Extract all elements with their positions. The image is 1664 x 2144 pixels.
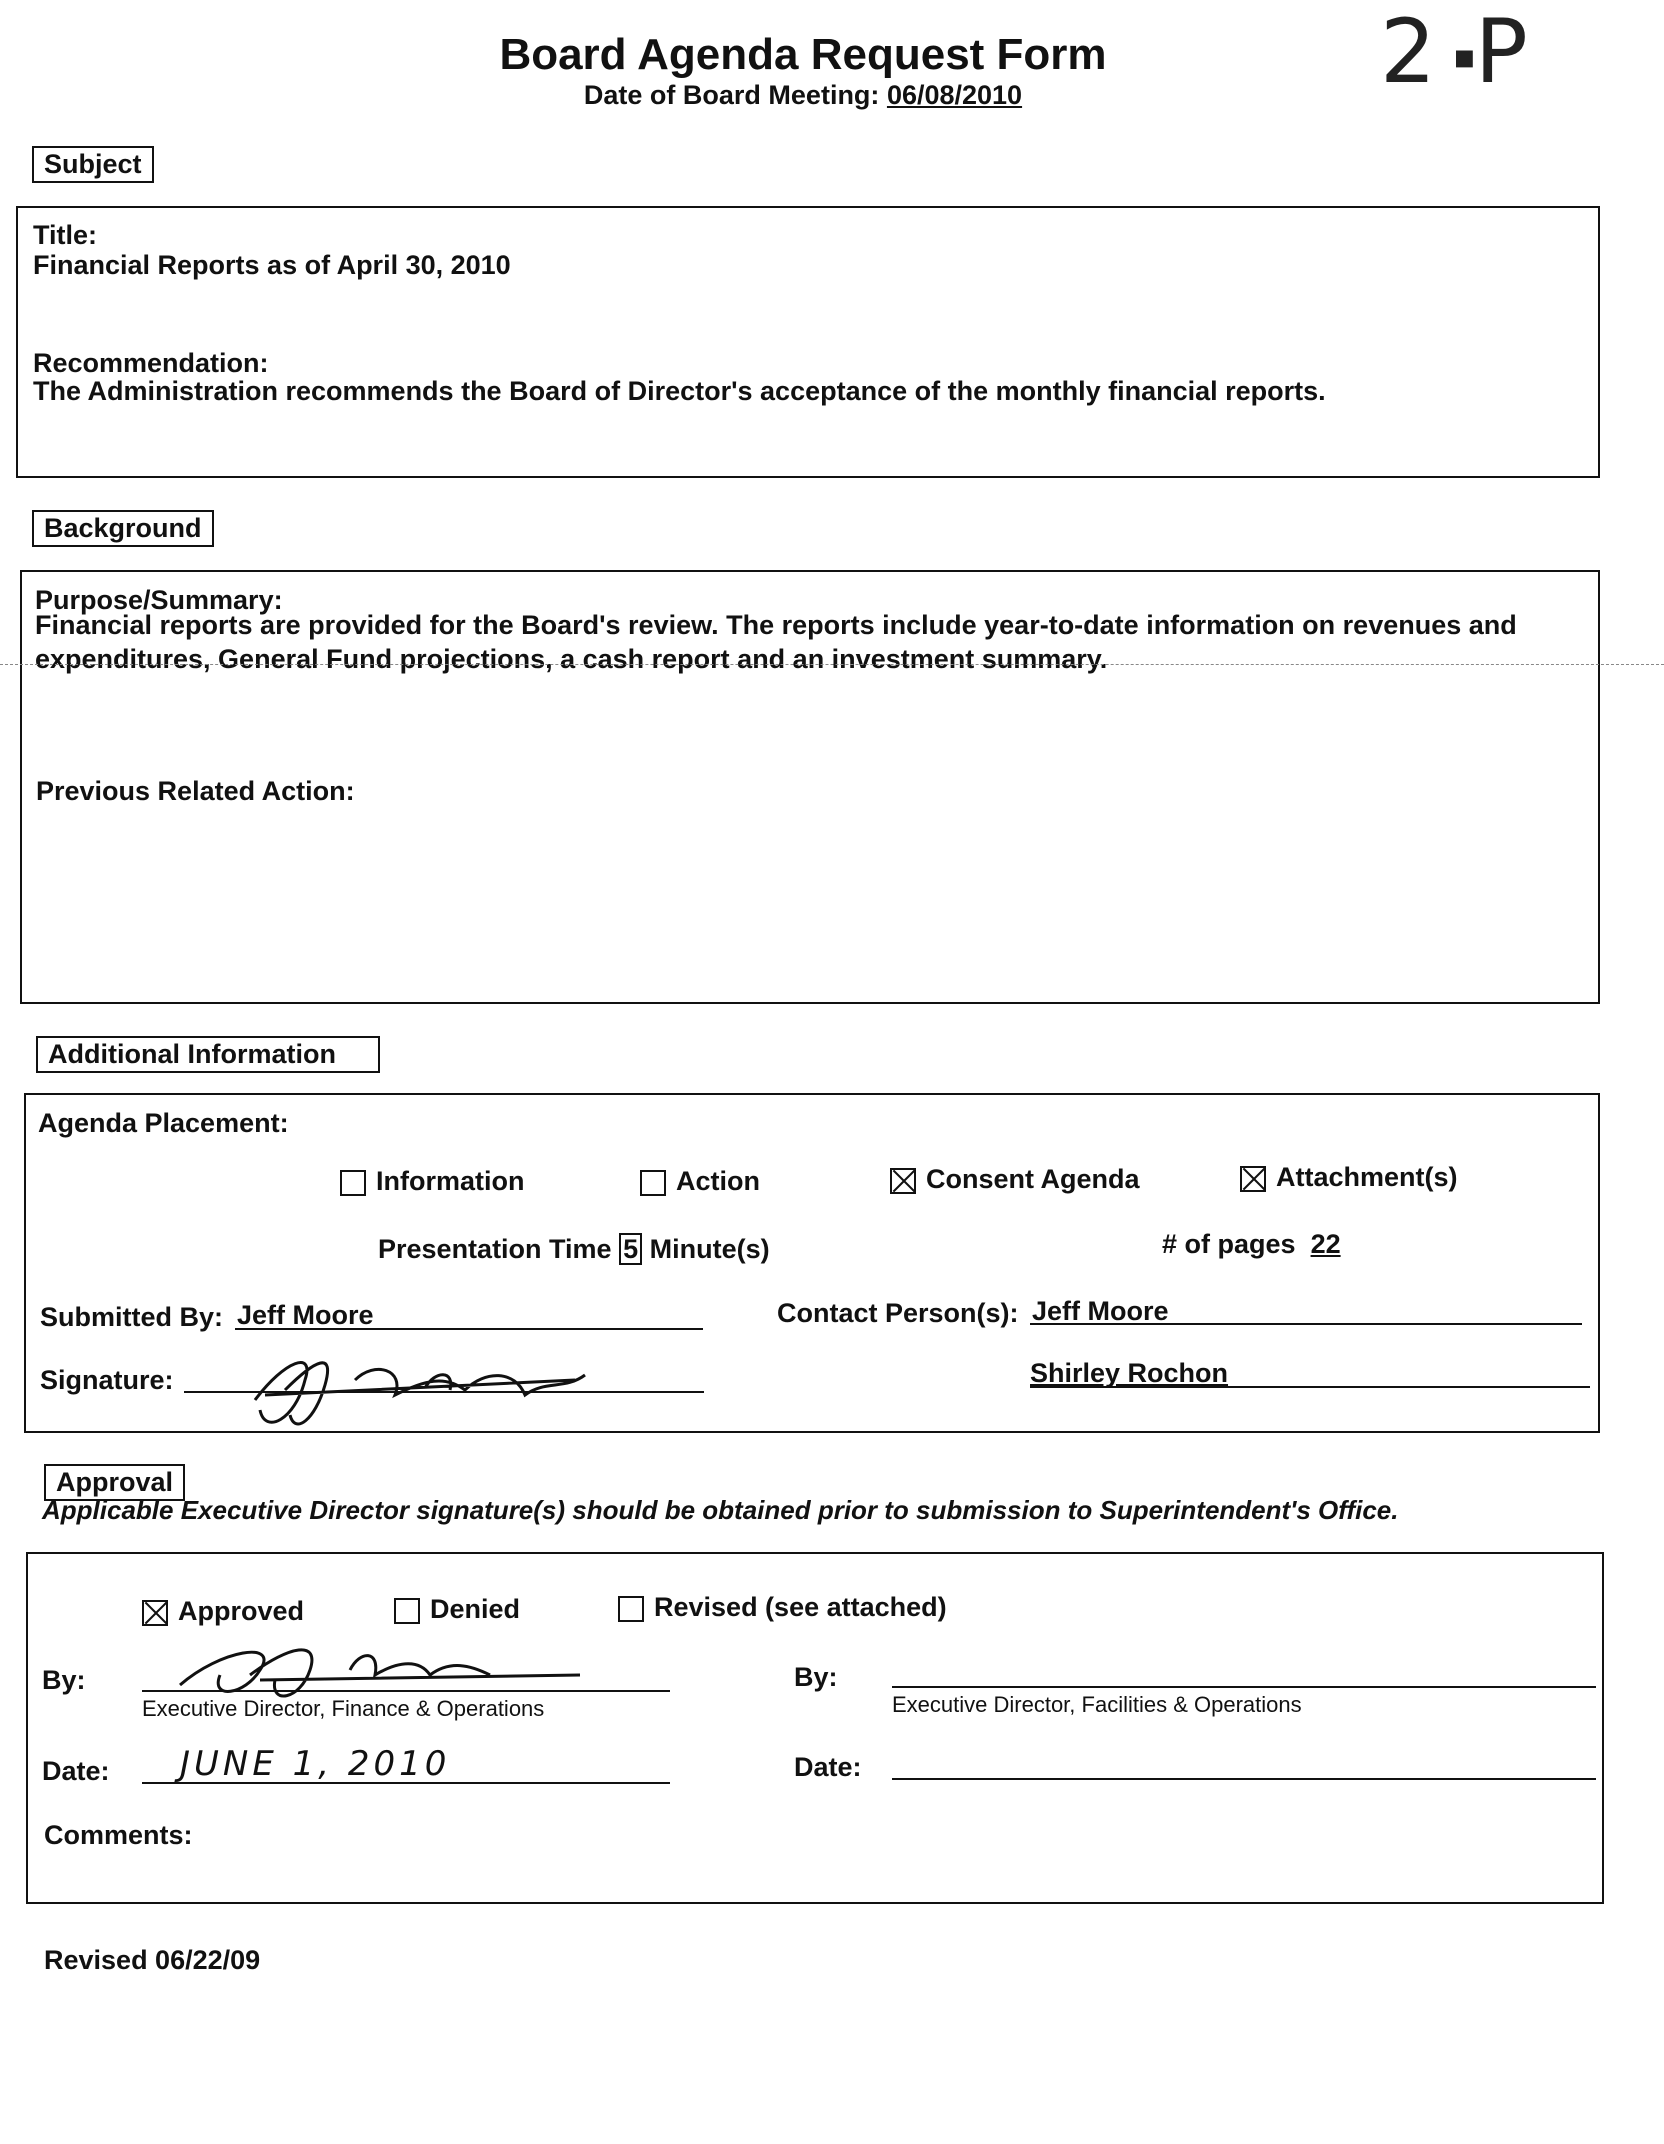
subject-box <box>16 206 1600 478</box>
left-approver-title: Executive Director, Finance & Operations <box>142 1696 545 1721</box>
comments-label: Comments: <box>44 1820 193 1850</box>
by-line-right[interactable] <box>892 1686 1596 1688</box>
recommendation-value: The Administration recommends the Board of Director's acceptance of the monthly financial reports. <box>33 376 1326 406</box>
contact-person-value-2: Shirley Rochon <box>1030 1358 1229 1388</box>
date-line-right[interactable] <box>892 1778 1596 1780</box>
contact-person-value-1: Jeff Moore <box>1032 1296 1169 1326</box>
submitter-signature <box>225 1340 605 1440</box>
handwritten-page-mark: 2■P <box>1380 0 1546 103</box>
pages-label: # of pages <box>1162 1229 1296 1259</box>
revised-checkbox[interactable] <box>618 1596 644 1622</box>
option-information[interactable]: Information <box>340 1166 525 1197</box>
previous-action-label: Previous Related Action: <box>36 776 355 806</box>
pages-value: 22 <box>1310 1229 1341 1259</box>
revised-date: Revised 06/22/09 <box>44 1945 261 1975</box>
meeting-date-value: 06/08/2010 <box>886 80 1023 110</box>
page-mark-number: 2 <box>1380 0 1454 103</box>
section-tag-subject: Subject <box>32 146 154 183</box>
agenda-placement-label: Agenda Placement: <box>38 1108 289 1138</box>
purpose-label: Purpose/Summary: <box>35 585 283 615</box>
option-consent-agenda[interactable]: Consent Agenda <box>890 1164 1140 1195</box>
pages-count <box>1162 1229 1341 1260</box>
meeting-date-line <box>0 80 1606 111</box>
purpose-line-1: Financial reports are provided for the Board's review. The reports include year-to-date information on revenues and <box>35 610 1517 640</box>
approval-note: Applicable Executive Director signature(s) should be obtained prior to submission to Superintendent's Office. <box>42 1495 1399 1525</box>
option-revised[interactable]: Revised (see attached) <box>618 1592 947 1623</box>
form-title: Board Agenda Request Form <box>499 30 1107 79</box>
information-checkbox[interactable] <box>340 1170 366 1196</box>
by-label-left: By: <box>42 1665 86 1695</box>
signature-label: Signature: <box>40 1365 174 1395</box>
section-tag-background: Background <box>32 510 214 547</box>
option-attachments[interactable]: Attachment(s) <box>1240 1162 1458 1193</box>
title-label: Title: <box>33 220 98 250</box>
purpose-line-2: expenditures, General Fund projections, a cash report and an investment summary. <box>35 644 1108 674</box>
submitted-by-value: Jeff Moore <box>237 1300 374 1330</box>
recommendation-label: Recommendation: <box>33 348 269 378</box>
consent-agenda-checkbox[interactable] <box>890 1168 916 1194</box>
option-denied[interactable]: Denied <box>394 1594 520 1625</box>
submitted-by-label: Submitted By: <box>40 1302 224 1332</box>
scan-artifact-line <box>0 664 1664 665</box>
denied-checkbox[interactable] <box>394 1598 420 1624</box>
option-approved[interactable]: Approved <box>142 1596 304 1627</box>
presentation-time-label: Presentation Time <box>378 1234 612 1264</box>
option-action[interactable]: Action <box>640 1166 760 1197</box>
action-checkbox[interactable] <box>640 1170 666 1196</box>
page-mark-suffix: P <box>1474 0 1546 103</box>
presentation-time <box>378 1233 770 1265</box>
presentation-time-value[interactable]: 5 <box>619 1233 642 1265</box>
date-label-right: Date: <box>794 1752 862 1782</box>
section-tag-approval: Approval <box>44 1464 185 1501</box>
title-value: Financial Reports as of April 30, 2010 <box>33 250 511 280</box>
attachments-checkbox[interactable] <box>1240 1166 1266 1192</box>
date-label-left: Date: <box>42 1756 110 1786</box>
presentation-time-unit: Minute(s) <box>649 1234 770 1264</box>
meeting-date-label: Date of Board Meeting: <box>583 80 880 110</box>
approved-checkbox[interactable] <box>142 1600 168 1626</box>
by-label-right: By: <box>794 1662 838 1692</box>
date-value-left: JUNE 1, 2010 <box>180 1744 451 1784</box>
contact-person-label: Contact Person(s): <box>777 1298 1019 1328</box>
right-approver-title: Executive Director, Facilities & Operations <box>892 1692 1302 1717</box>
section-tag-additional: Additional Information <box>36 1036 380 1073</box>
